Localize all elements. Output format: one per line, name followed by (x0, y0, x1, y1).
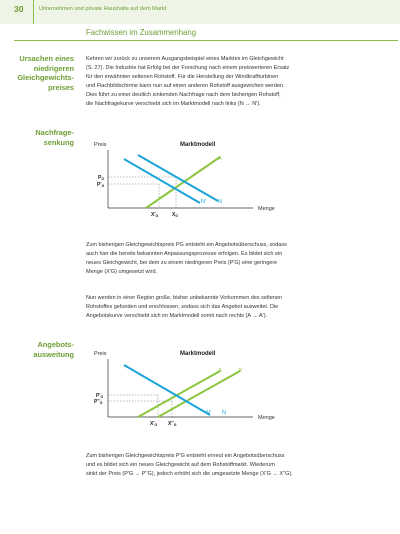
supply-curve-a (146, 157, 220, 208)
tick-label-pg-prime: $P'_G$ (97, 182, 105, 188)
header-divider (33, 0, 34, 24)
margin-label-line: Gleichgewichts- (17, 73, 74, 82)
tick-label-xg-double-prime: $X''_G$ (168, 421, 177, 427)
margin-label-line: preises (48, 82, 74, 92)
text-line: und Flachbildschirme kann nun auf einen anderen Rohstoff ausgewichen werden. (86, 83, 285, 89)
text-line: die Nachfragekurve verschiebt sich im Marktmodell nach links (N → N'). (86, 101, 261, 107)
margin-label-line: Angebots- (37, 340, 74, 349)
axis-label-price: Preis (94, 142, 107, 148)
margin-label-line: niedrigeren (33, 63, 74, 73)
text-line: Angebotskurve verschiebt sich im Marktmodell somit nach rechts (A → A'). (86, 313, 268, 319)
tick-label-xg-prime: $X'_G$ (151, 212, 159, 218)
tick-label-pg-prime: $P'_G$ (96, 393, 104, 399)
axis-label-quantity: Menge (258, 415, 275, 421)
text-line: Dies führt zu einer deutlich sinkenden Nachfrage nach dem bisherigen Rohstoff, (86, 92, 281, 98)
margin-label-nachfrage (12, 128, 74, 147)
paragraph-4 (86, 452, 384, 479)
axis-label-price: Preis (94, 351, 107, 357)
section-rule (14, 40, 398, 41)
tick-label-pg: $P_G$ (98, 175, 105, 181)
text-line: Zum bisherigen Gleichgewichtspreis P'G entsteht erneut ein Angebotsüberschuss (86, 453, 285, 459)
curve-label-n-prime: N' (201, 199, 207, 205)
text-line: neues Gleichgewicht, bei dem zu einem niedrigeren Preis (P'G) eine geringere (86, 260, 278, 266)
margin-label-line: senkung (43, 137, 74, 147)
text-line: Rohstoffes gefunden und erschlossen, sodass sich das Angebot ausweitet. Die (86, 304, 279, 310)
curve-label-n: N (218, 199, 222, 205)
tick-label-xg-prime: $X'_G$ (150, 421, 158, 427)
running-title: Unternehmen und private Haushalte auf dem Markt (39, 6, 167, 12)
margin-label-line: Ursachen eines (19, 54, 74, 63)
curve-label-a: A (218, 156, 222, 162)
margin-label-ursachen (12, 54, 74, 92)
text-line: sinkt der Preis (P'G → P''G), jedoch erhöht sich die umgesetzte Menge (X'G → X''G). (86, 471, 293, 477)
axis-label-quantity: Menge (258, 206, 275, 212)
page-header (0, 0, 400, 24)
chart-title: Marktmodell (180, 351, 216, 357)
text-line: auch hier die bereits bekannten Anpassungsprozesse erfolgen. Es bildet sich ein (86, 251, 283, 257)
demand-curve-n (138, 155, 218, 201)
tick-label-pg-double-prime: $P''_G$ (94, 399, 103, 405)
paragraph-3 (86, 294, 384, 321)
tick-label-xg: $X_G$ (172, 212, 179, 218)
page-number: 30 (14, 4, 24, 14)
text-line: Kehren wir zurück zu unserem Ausgangsbeispiel eines Marktes im Gleichgewicht (86, 56, 284, 62)
market-chart-supply-shift (88, 345, 378, 440)
curve-label-a: A (218, 368, 222, 374)
paragraph-2 (86, 241, 384, 277)
section-title: Fachwissen im Zusammenhang (86, 28, 197, 37)
demand-curve-n-prime (124, 365, 210, 415)
curve-label-n-prime: N' (206, 410, 212, 416)
text-line: Menge (X'G) umgesetzt wird. (86, 269, 158, 275)
market-chart-demand-shift (88, 136, 378, 231)
text-line: (S. 27). Die Industrie hat Erfolg bei der Forschung nach einem preiswerteren Ersatz (86, 65, 290, 71)
margin-label-angebot (12, 340, 74, 359)
margin-label-line: ausweitung (33, 349, 74, 359)
text-line: Zum bisherigen Gleichgewichtspreis PG entsteht ein Angebotsüberschuss, sodass (86, 242, 287, 248)
text-line: Nun werden in einer Region große, bisher unbekannte Vorkommen des seltenen (86, 295, 282, 301)
chart-title: Marktmodell (180, 142, 216, 148)
margin-label-line: Nachfrage- (35, 128, 74, 137)
supply-curve-a-prime (158, 371, 240, 417)
curve-label-n: N (222, 410, 226, 416)
text-line: und es bildet sich ein neues Gleichgewicht auf dem Rohstoffmarkt. Wiederum (86, 462, 275, 468)
paragraph-1 (86, 55, 384, 109)
text-line: für den erwähnten seltenen Rohstoff. Für die Herstellung der Windkraftturbinen (86, 74, 279, 80)
curve-label-a-prime: A' (238, 368, 243, 374)
